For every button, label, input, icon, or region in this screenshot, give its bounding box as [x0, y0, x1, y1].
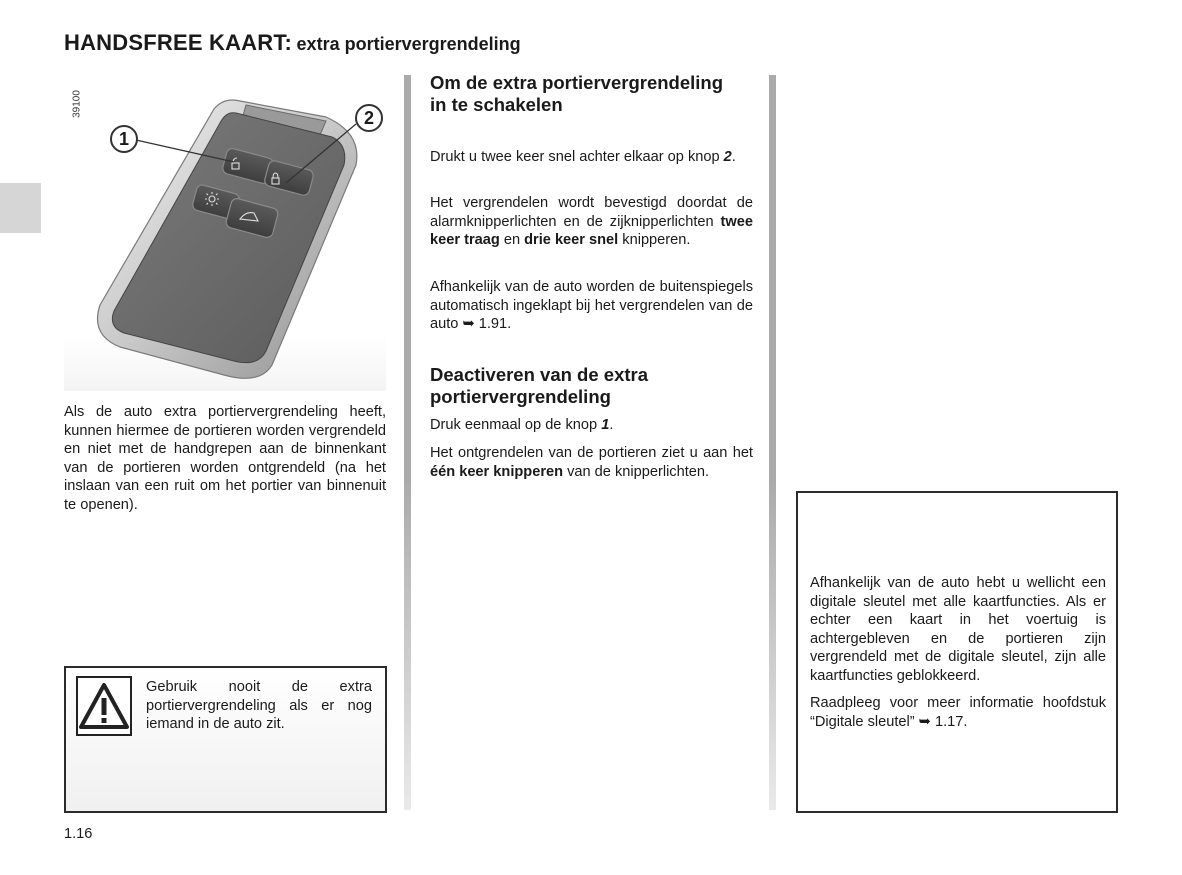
p2-end: knipperen.	[618, 232, 691, 248]
p4-text: Druk eenmaal op de knop	[430, 417, 602, 433]
p1-button-ref: 2	[723, 149, 732, 165]
paragraph-unlock-feedback	[430, 444, 753, 481]
p5-text: Het ontgrendelen van de portieren ziet u aan het	[430, 445, 753, 461]
callout-2: 2	[355, 104, 383, 132]
page-number: 1.16	[64, 826, 93, 842]
p5-end: van de knipperlichten.	[563, 463, 710, 480]
paragraph-press-once	[430, 416, 753, 435]
info-paragraph-1: Afhankelijk van de auto hebt u wellicht een digitale sleutel met alle kaartfuncties. Als er echter een kaart in het voertuig is achtergebleven en de portieren zijn vergrendeld met de digitale sleutel, zijn alle kaartfuncties geblokkeerd.	[810, 575, 1106, 684]
warning-text: Gebruik nooit de extra portiervergrendeling als er nog iemand in de auto zit.	[146, 679, 372, 732]
callout-1: 1	[110, 125, 138, 153]
paragraph-mirrors: Afhankelijk van de auto worden de buitenspiegels automatisch ingeklapt bij het vergrendelen van de auto ➥ 1.91.	[430, 279, 753, 332]
p4-end: .	[609, 417, 614, 433]
p2-text: Het vergrendelen wordt bevestigd doordat de alarmknipperlichten en de zijknipperlichten	[430, 195, 753, 230]
p5-bold: één keer knipperen	[430, 463, 564, 480]
p1-text: Drukt u twee keer snel achter elkaar op knop	[430, 149, 724, 165]
column-divider-2	[769, 75, 776, 810]
figure-code-label: 39100	[71, 90, 83, 118]
info-box	[796, 491, 1118, 813]
warning-box	[64, 666, 387, 813]
callout-1-line	[136, 140, 234, 162]
column-divider-1	[404, 75, 411, 810]
title-main: HANDSFREE KAART:	[64, 30, 293, 55]
p2-bold-fast: drie keer snel	[524, 232, 619, 248]
warning-icon	[76, 676, 132, 736]
paragraph-confirmation	[430, 194, 753, 250]
intro-paragraph: Als de auto extra portiervergrendeling heeft, kunnen hiermee de portieren worden vergrendeld en niet met de handgrepen aan de binnenkant van de portieren worden ontgrendeld (na het inslaan van een ruit om het portier van binnenuit te openen).	[64, 404, 386, 513]
section-heading-deactivate: Deactiveren van de extra portiervergrendeling	[430, 364, 649, 407]
p4-button-ref: 1	[601, 417, 610, 433]
paragraph-press-twice	[430, 148, 753, 167]
callout-2-line	[286, 124, 356, 183]
info-paragraph-2: Raadpleeg voor meer informatie hoofdstuk “Digitale sleutel” ➥ 1.17.	[810, 695, 1106, 730]
section-heading-enable: Om de extra portiervergrendeling in te schakelen	[430, 72, 724, 115]
title-sub: extra portiervergrendeling	[296, 34, 521, 54]
p2-bold-slow: twee keer traag	[430, 213, 753, 248]
p2-and: en	[499, 232, 525, 248]
p1-end: .	[731, 149, 736, 165]
